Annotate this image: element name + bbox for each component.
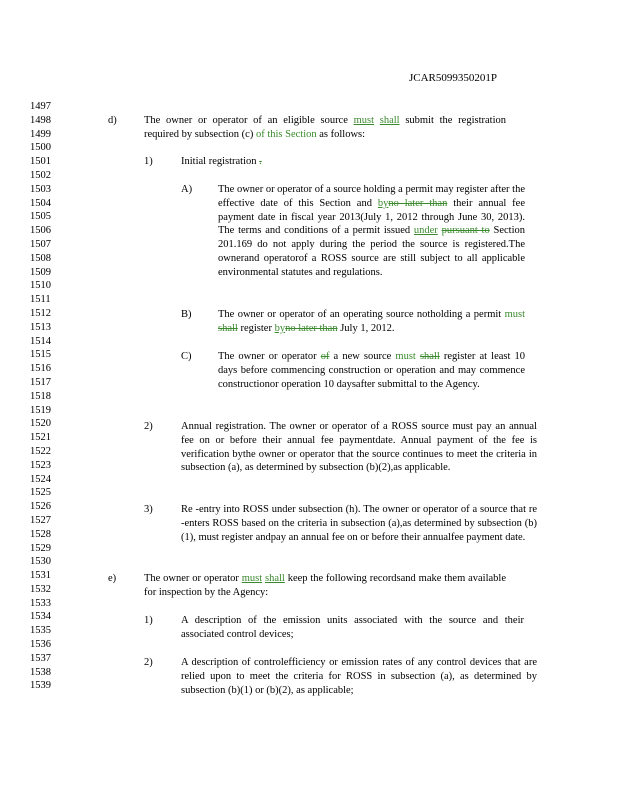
item-d1B: The owner or operator of an operating source notholding a permit must shall register byno later than July 1, 2012. [218,309,525,334]
line-number: 1508 [30,252,51,264]
item-d1-label: 1) [144,156,153,167]
line-number: 1534 [30,611,51,623]
line-number: 1528 [30,528,51,540]
line-number: 1502 [30,169,51,181]
line-number: 1527 [30,514,51,526]
line-number: 1511 [30,294,51,306]
paragraph-e-label: e) [108,573,117,584]
line-number: 1500 [30,142,51,154]
line-number: 1503 [30,183,51,195]
line-number: 1510 [30,280,51,292]
line-number: 1501 [30,156,51,168]
line-number: 1533 [30,597,51,609]
item-d3: Re -entry into ROSS under subsection (h). The owner or operator of a source that re -enters ROSS based on the criteria in subsection (a),as determined by subsection (b)(1), must register andpay an annual fee on or before their annualfee payment date. [181,504,537,543]
line-numbers [30,100,54,693]
line-number: 1526 [30,501,51,513]
item-e1-label: 1) [144,615,153,626]
line-number: 1518 [30,390,51,402]
line-number: 1519 [30,404,51,416]
item-d1C-label: C) [181,351,192,362]
line-number: 1498 [30,114,51,126]
line-number: 1536 [30,639,51,651]
line-number: 1507 [30,238,51,250]
paragraph-d: The owner or operator of an eligible source must shall submit the registration required by subsection (c) of this Section as follows: [144,115,507,140]
line-number: 1520 [30,418,51,430]
item-d1B-label: B) [181,309,192,320]
line-number: 1525 [30,487,51,499]
line-number: 1539 [30,680,51,692]
line-number: 1517 [30,376,51,388]
line-number: 1504 [30,197,51,209]
line-number: 1529 [30,542,51,554]
line-number: 1515 [30,349,51,361]
line-number: 1531 [30,570,51,582]
document-id: JCAR5099350201P [409,72,498,84]
line-number: 1505 [30,211,51,223]
line-number: 1537 [30,652,51,664]
line-number: 1530 [30,556,51,568]
item-d1: Initial registration . [181,156,262,167]
line-number: 1513 [30,321,51,333]
item-e2: A description of controlefficiency or emission rates of any control devices that are relied upon to meet the criteria for ROSS in subsection (a), as determined by subsection (b)(1) or (b)(2), as applicable; [181,657,537,696]
item-d2: Annual registration. The owner or operator of a ROSS source must pay an annual fee on or before their annual fee paymentdate. Annual payment of the fee is verification bythe owner or operator that the source continues to meet the criteria in subsection (a), as determined by subsection (b)(2),as applicable. [181,421,537,474]
line-number: 1535 [30,625,51,637]
paragraph-d-label: d) [108,115,117,126]
line-number: 1524 [30,473,51,485]
item-d2-label: 2) [144,421,153,432]
item-d1C: The owner or operator of a new source must shall register at least 10 days before commencing construction or operation and may commence constructionor operation 10 daysafter submittal to the Agency. [218,351,526,390]
line-number: 1509 [30,266,51,278]
item-d1A-label: A) [181,184,193,195]
item-d3-label: 3) [144,504,153,515]
line-number: 1499 [30,128,51,140]
paragraph-e: The owner or operator must shall keep the following recordsand make them available for inspection by the Agency: [144,573,506,598]
line-number: 1497 [30,101,51,112]
line-number: 1538 [30,666,51,678]
line-number: 1532 [30,583,51,595]
item-d1A: The owner or operator of a source holding a permit may register after the effective date of this Section and byno later than their annual fee payment date in fiscal year 2013(July 1, 2012 through June 30, 2013). The terms and conditions of a permit issued under pursuant to Section 201.169 do not apply during the period the source is registered.The ownerand operatorof a ROSS source are still subject to all applicable environmental statutes and regulations. [218,184,526,278]
line-number: 1521 [30,432,51,444]
line-number: 1512 [30,307,51,319]
line-number: 1522 [30,445,51,457]
line-number: 1523 [30,459,51,471]
item-e2-label: 2) [144,657,153,668]
item-e1: A description of the emission units associated with the source and their associated control devices; [181,615,524,640]
line-number: 1516 [30,363,51,375]
line-number: 1514 [30,335,51,347]
line-number: 1506 [30,225,51,237]
